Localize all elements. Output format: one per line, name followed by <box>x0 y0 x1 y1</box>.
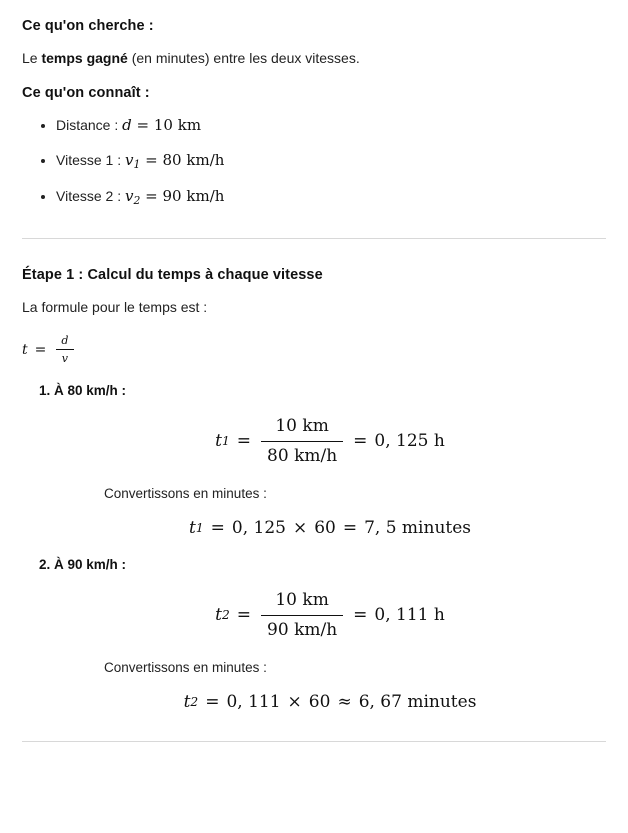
list-item <box>54 555 606 715</box>
formula-time: t = $\frac{d}{v}$ <box>22 334 606 365</box>
known-label-distance: Distance : <box>56 117 119 133</box>
section-divider-bottom <box>22 741 606 742</box>
known-math-speed-1: $v_1 = 80$ km/h <box>125 151 225 172</box>
section-heading-known: Ce qu'on connaît : <box>22 85 150 101</box>
list-item <box>54 381 606 541</box>
section-divider <box>22 238 606 239</box>
section-heading-step-1: Étape 1 : Calcul du temps à chaque vitesse <box>22 267 323 284</box>
formula-intro: La formule pour le temps est : <box>22 299 208 316</box>
convert-label-1: Convertissons en minutes : <box>104 485 267 501</box>
list-item <box>56 186 606 208</box>
section-step-1 <box>22 267 606 715</box>
known-label-speed-2: Vitesse 2 : <box>56 188 122 205</box>
speed-case-label-90: À 90 km/h : <box>54 557 127 573</box>
equation-t2: t 2 = $\frac{10 km}{90 km/h}$ = 0, 111 h <box>54 588 606 644</box>
equation-t2-minutes: t 2 = 0, 111 × 60 ≈ 6, 67 minutes <box>183 691 477 712</box>
section-looking-for <box>22 18 606 69</box>
paragraph-bold: temps gagné <box>41 50 128 66</box>
known-math-speed-2: $v_2 = 90$ km/h <box>125 187 225 208</box>
known-math-distance: d = 10 km <box>122 116 202 134</box>
step-1-items <box>22 381 606 715</box>
section-known <box>22 85 606 208</box>
equation-t1: t 1 = $\frac{10 km}{80 km/h}$ = 0, 125 h <box>54 414 606 470</box>
equation-t1-minutes: t 1 = 0, 125 × 60 = 7, 5 minutes <box>188 517 472 538</box>
section-heading-looking-for: Ce qu'on cherche : <box>22 18 154 34</box>
known-label-speed-1: Vitesse 1 : <box>56 152 122 168</box>
list-item <box>56 115 606 136</box>
speed-case-label-80: À 80 km/h : <box>54 383 127 399</box>
paragraph-prefix: Le <box>22 50 42 66</box>
list-item <box>56 150 606 172</box>
paragraph-suffix: (en minutes) entre les deux vitesses. <box>127 50 360 66</box>
known-list <box>22 115 606 208</box>
convert-label-2: Convertissons en minutes : <box>104 659 267 675</box>
looking-for-paragraph <box>22 48 606 69</box>
